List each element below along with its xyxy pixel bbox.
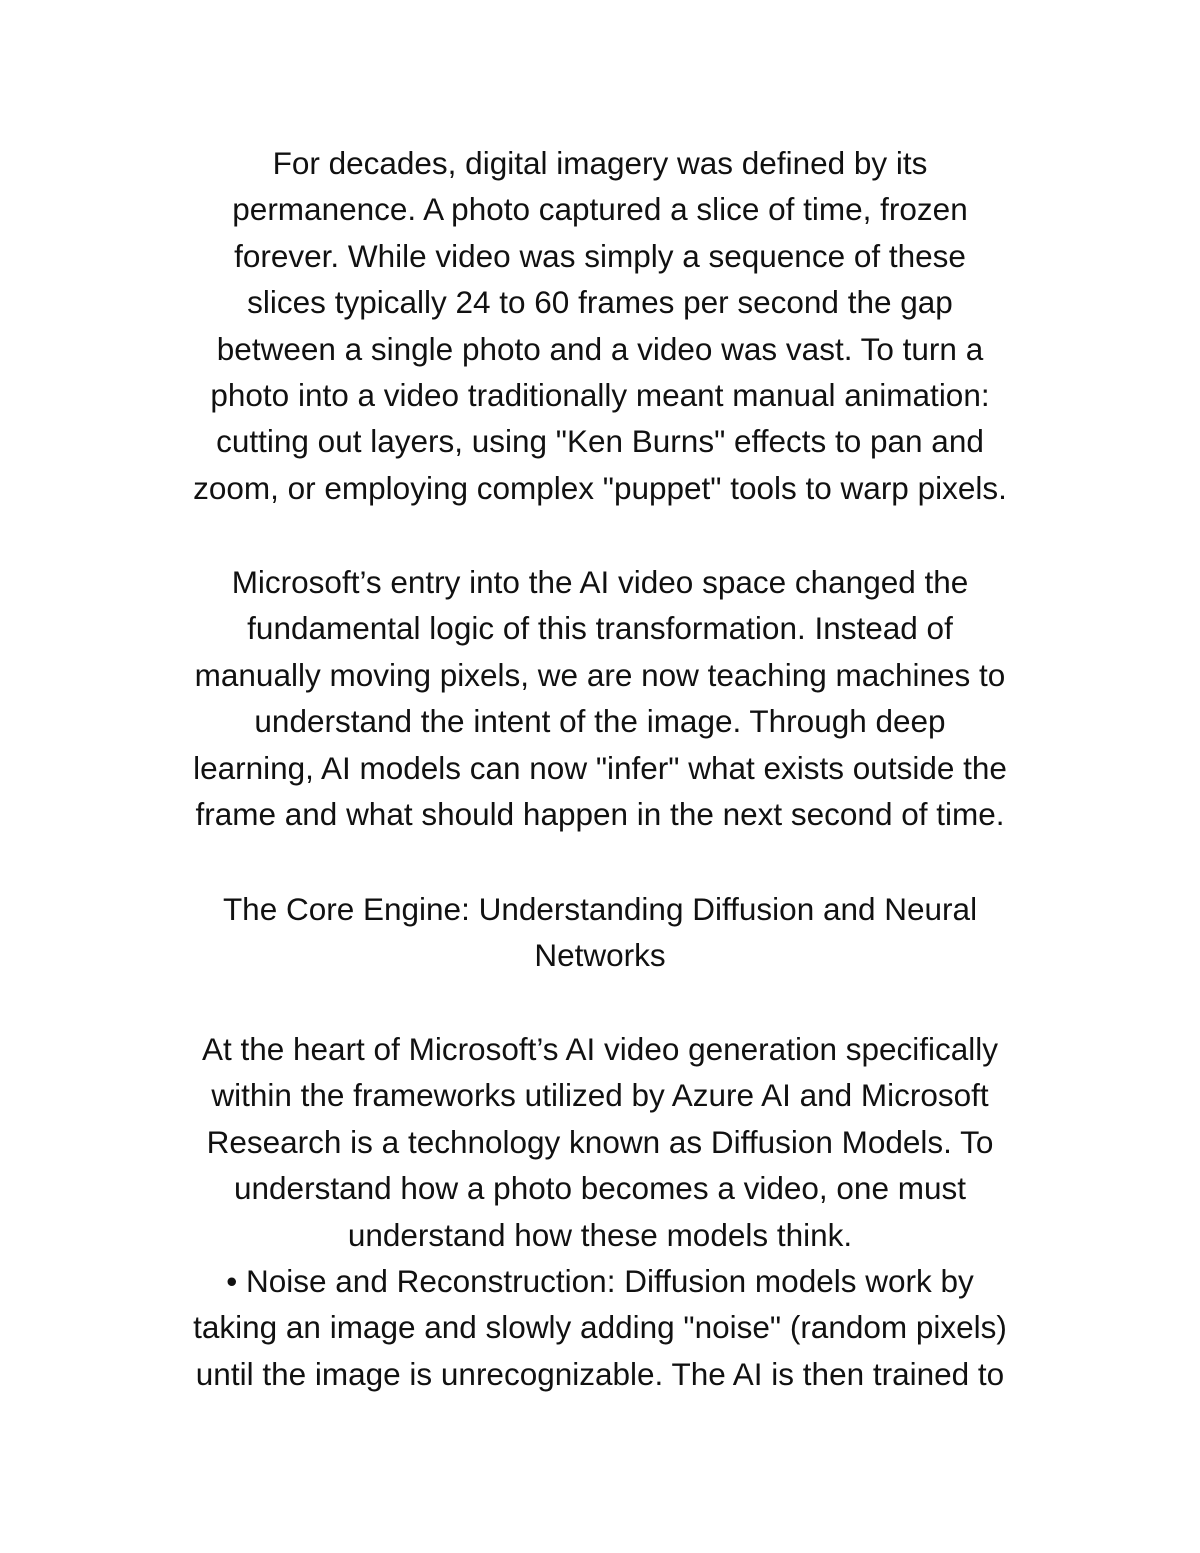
text-line: fundamental logic of this transformation. Instead of <box>247 610 953 647</box>
text-line: Research is a technology known as Diffusion Models. To <box>206 1123 994 1160</box>
text-line: between a single photo and a video was vast. To turn a <box>216 330 984 367</box>
text-line: slices typically 24 to 60 frames per second the gap <box>247 284 953 321</box>
text-line: forever. While video was simply a sequence of these <box>234 237 966 274</box>
text-line: At the heart of Microsoft’s AI video generation specifically <box>201 1031 999 1067</box>
text-line: permanence. A photo captured a slice of time, frozen <box>232 191 968 228</box>
text-line: frame and what should happen in the next second of time. <box>195 796 1005 833</box>
text-line: photo into a video traditionally meant manual animation: <box>210 377 990 414</box>
intro-paragraph <box>130 140 1070 511</box>
text-line: understand how these models think. <box>347 1216 853 1253</box>
text-line: taking an image and slowly adding "noise" (random pixels) <box>193 1309 1007 1346</box>
heading-line: The Core Engine: Understanding Diffusion and Neural <box>222 891 978 927</box>
text-line: For decades, digital imagery was defined by its <box>272 145 928 181</box>
text-line: learning, AI models can now "infer" what exists outside the <box>193 749 1007 786</box>
text-line: Microsoft’s entry into the AI video space changed the <box>231 564 969 600</box>
text-line: zoom, or employing complex "puppet" tools to warp pixels. <box>193 469 1007 506</box>
text-line: within the frameworks utilized by Azure AI and Microsoft <box>211 1077 989 1114</box>
text-line: cutting out layers, using "Ken Burns" effects to pan and <box>216 423 984 460</box>
diffusion-paragraph <box>130 1026 1070 1397</box>
text-line: manually moving pixels, we are now teaching machines to <box>194 656 1006 693</box>
text-line: until the image is unrecognizable. The AI is then trained to <box>195 1355 1005 1392</box>
section-heading <box>130 886 1070 979</box>
bullet-line: • Noise and Reconstruction: Diffusion models work by <box>226 1263 974 1300</box>
microsoft-entry-paragraph <box>130 559 1070 837</box>
heading-line: Networks <box>534 937 666 974</box>
text-line: understand how a photo becomes a video, one must <box>234 1170 966 1207</box>
text-line: understand the intent of the image. Through deep <box>254 703 946 740</box>
